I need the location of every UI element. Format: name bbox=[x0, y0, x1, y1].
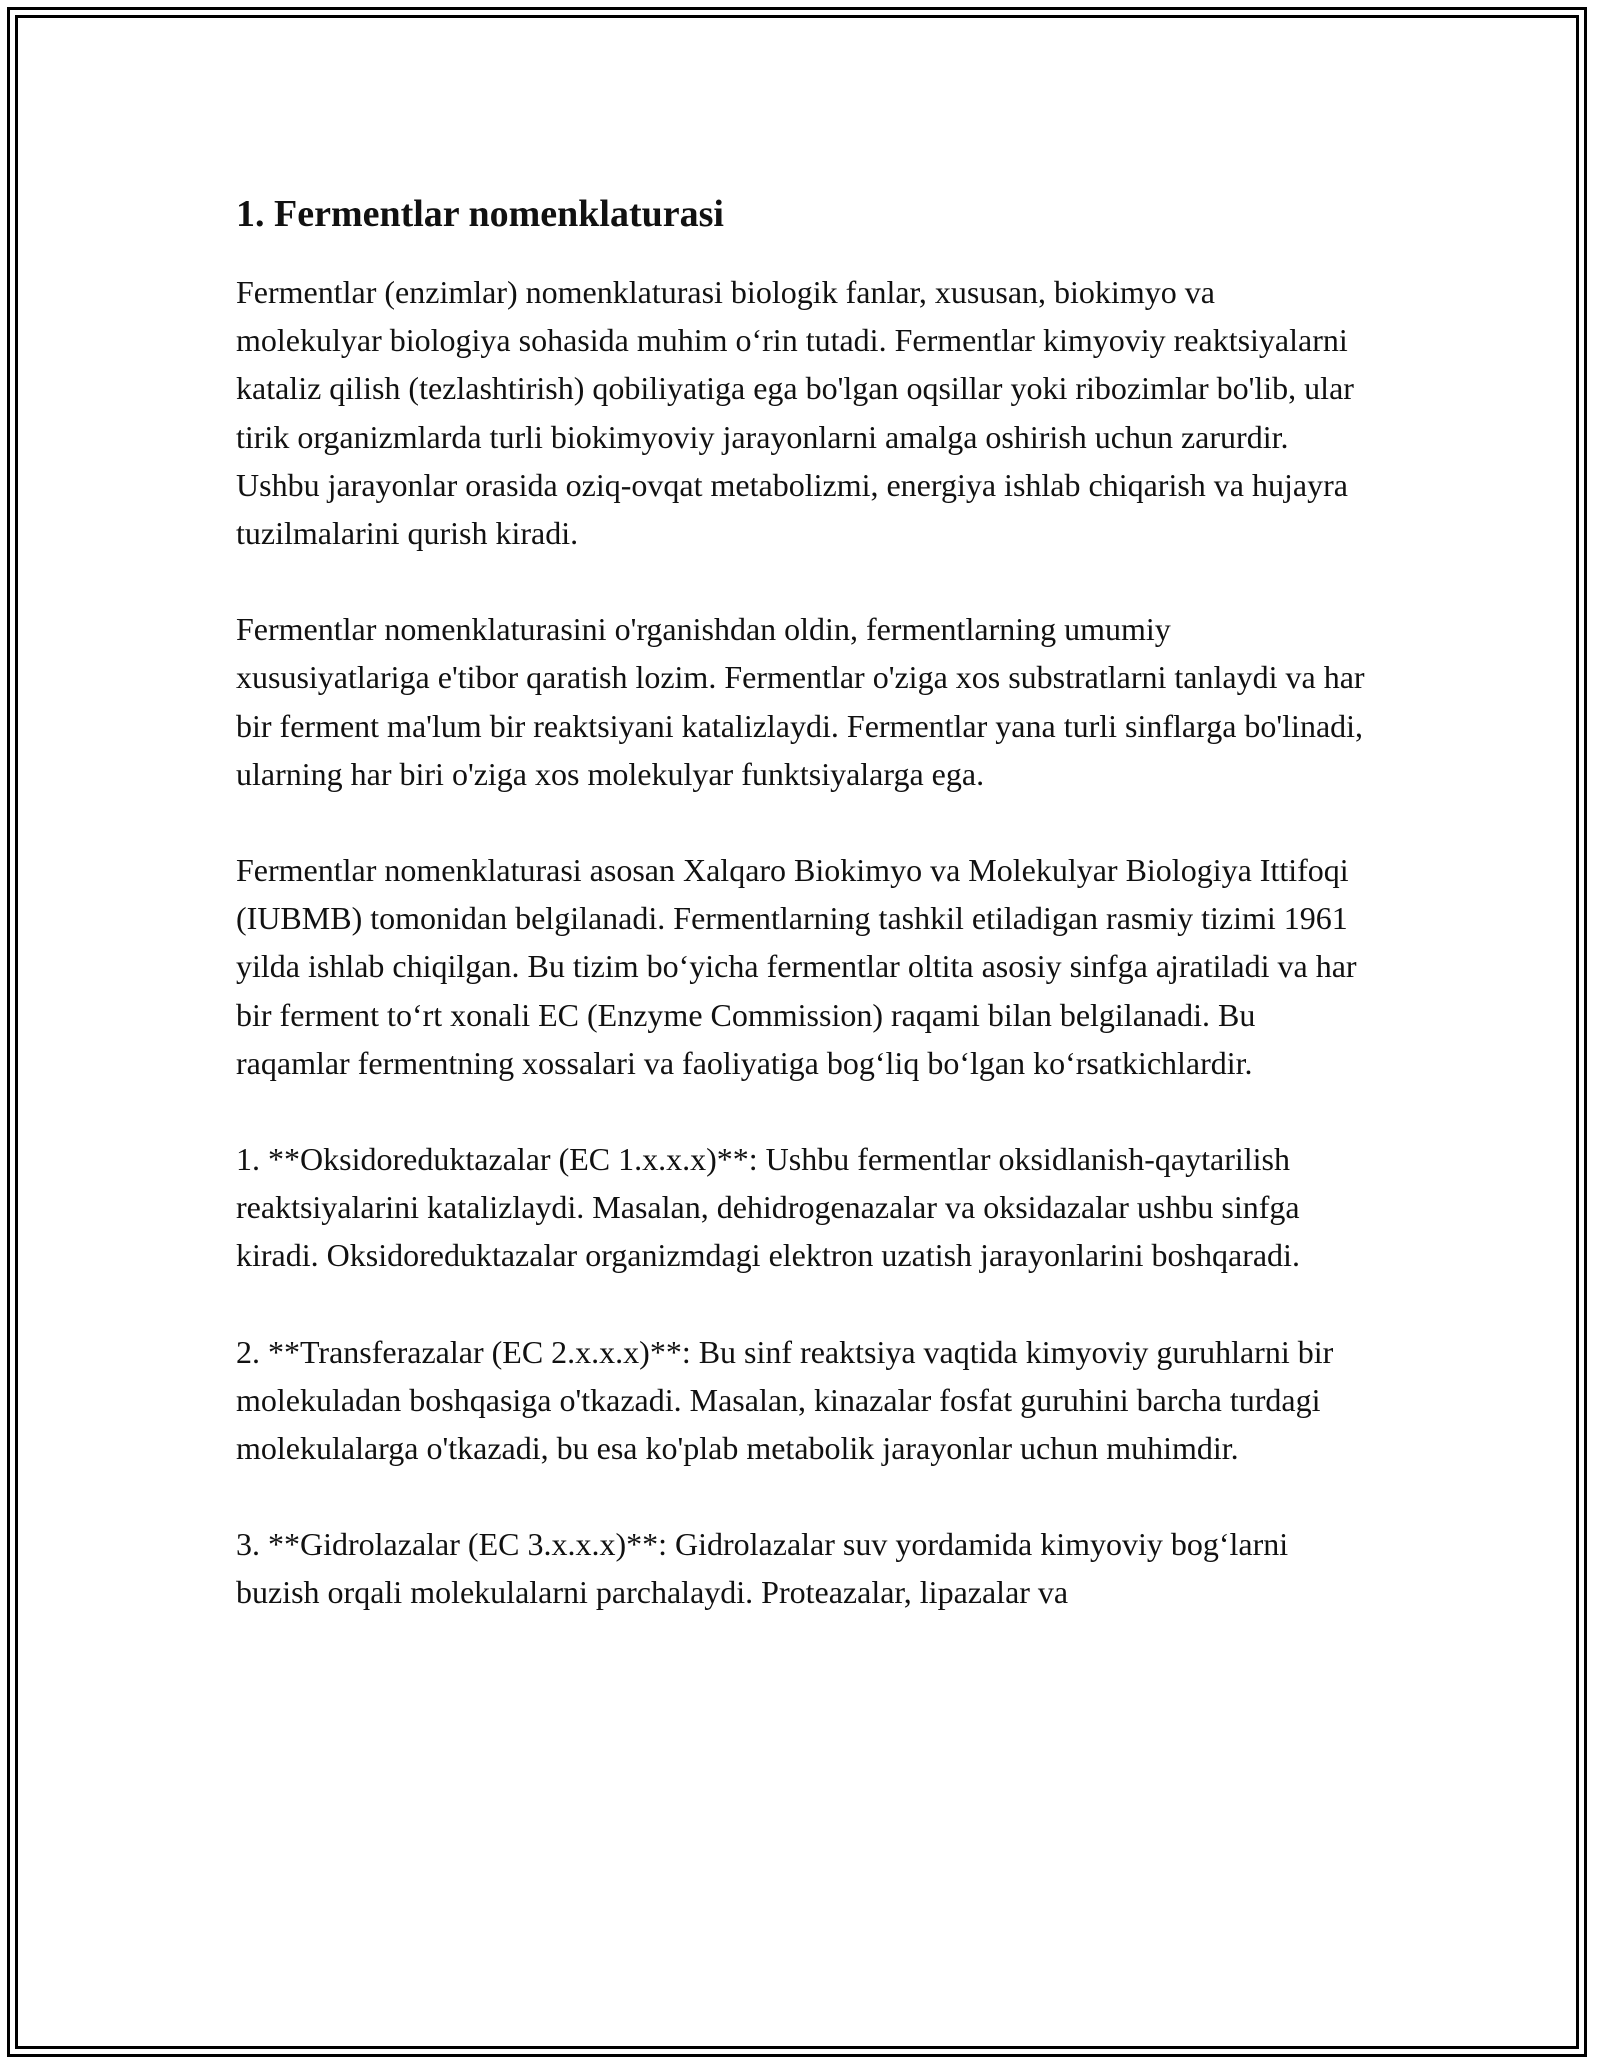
list-item-oxidoreductases: 1. **Oksidoreduktazalar (EC 1.x.x.x)**: Ushbu fermentlar oksidlanish-qaytarilish reaktsiyalarini katalizlaydi. Masalan, dehidrogenazalar va oksidazalar ushbu sinfga kiradi. Oksidoreduktazalar organizmdagi elektron uzatish jarayonlarini boshqaradi. bbox=[236, 1141, 1300, 1274]
section-heading: 1. Fermentlar nomenklaturasi bbox=[236, 193, 724, 235]
paragraph-intro: Fermentlar (enzimlar) nomenklaturasi biologik fanlar, xususan, biokimyo va molekulyar biologiya sohasida muhim o‘rin tutadi. Fermentlar kimyoviy reaktsiyalarni kataliz qilish (tezlashtirish) qobiliyatiga ega bo'lgan oqsillar yoki ribozimlar bo'lib, ular tirik organizmlarda turli biokimyoviy jarayonlarni amalga oshirish uchun zarurdir. Ushbu jarayonlar orasida oziq-ovqat metabolizmi, energiya ishlab chiqarish va hujayra tuzilmalarini qurish kiradi. bbox=[236, 274, 1354, 552]
paragraph-iubmb-system: Fermentlar nomenklaturasi asosan Xalqaro Biokimyo va Molekulyar Biologiya Ittifoqi (IUBMB) tomonidan belgilanadi. Fermentlarning tashkil etiladigan rasmiy tizimi 1961 yilda ishlab chiqilgan. Bu tizim bo‘yicha fermentlar oltita asosiy sinfga ajratiladi va har bir ferment to‘rt xonali EC (Enzyme Commission) raqami bilan belgilanadi. Bu raqamlar fermentning xossalari va faoliyatiga bog‘liq bo‘lgan ko‘rsatkichlardir. bbox=[236, 852, 1357, 1081]
list-item-transferases: 2. **Transferazalar (EC 2.x.x.x)**: Bu sinf reaktsiya vaqtida kimyoviy guruhlarni bir molekuladan boshqasiga o'tkazadi. Masalan, kinazalar fosfat guruhini barcha turdagi molekulalarga o'tkazadi, bu esa ko'plab metabolik jarayonlar uchun muhimdir. bbox=[236, 1333, 1334, 1467]
list-item-hydrolases: 3. **Gidrolazalar (EC 3.x.x.x)**: Gidrolazalar suv yordamida kimyoviy bog‘larni buzish orqali molekulalarni parchalaydi. Proteazalar, lipazalar va bbox=[236, 1526, 1289, 1611]
paragraph-general-properties: Fermentlar nomenklaturasini o'rganishdan oldin, fermentlarning umumiy xususiyatlariga e'tibor qaratish lozim. Fermentlar o'ziga xos substratlarni tanlaydi va har bir ferment ma'lum bir reaktsiyani katalizlaydi. Fermentlar yana turli sinflarga bo'linadi, ularning har biri o'ziga xos molekulyar funktsiyalarga ega. bbox=[236, 611, 1365, 792]
document-body bbox=[236, 186, 1366, 1665]
